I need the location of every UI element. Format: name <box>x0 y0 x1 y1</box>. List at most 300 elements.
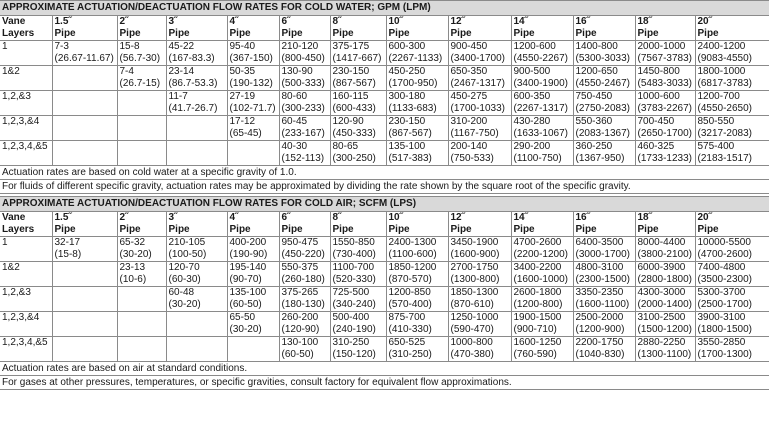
imperial-rate: 460-325 <box>637 141 675 152</box>
metric-rate: (450-333) <box>332 128 376 139</box>
metric-rate: (2083-1367) <box>575 128 630 139</box>
vane-layers-value: 1 <box>2 41 8 52</box>
header-line-1: 6˝ <box>281 16 291 27</box>
header-line-1: 12˝ <box>450 212 465 223</box>
metric-rate: (30-20) <box>229 324 262 335</box>
flow-rate-cell <box>511 237 573 262</box>
metric-rate: (450-220) <box>281 249 325 260</box>
imperial-rate: 2400-1300 <box>388 237 437 248</box>
flow-rate-cell <box>511 312 573 337</box>
imperial-rate: 3450-1900 <box>450 237 499 248</box>
header-line-1: 2˝ <box>119 16 129 27</box>
flow-rate-cell <box>279 262 330 287</box>
vane-layers-cell <box>0 41 52 66</box>
header-line-2: Pipe <box>281 28 303 39</box>
header-line-2: Pipe <box>119 224 141 235</box>
metric-rate: (102-71.7) <box>229 103 276 114</box>
header-line-1: 14˝ <box>513 16 528 27</box>
pipe-size-header <box>227 16 279 41</box>
flow-rate-cell <box>573 91 635 116</box>
flow-rate-cell <box>635 66 695 91</box>
flow-rate-cell <box>166 312 227 337</box>
vane-layers-cell <box>0 66 52 91</box>
imperial-rate: 65-50 <box>229 312 256 323</box>
metric-rate: (2267-1317) <box>513 103 568 114</box>
flow-rate-cell <box>330 337 386 362</box>
imperial-rate: 120-90 <box>332 116 364 127</box>
imperial-rate: 4800-3100 <box>575 262 624 273</box>
flow-rate-cell <box>573 287 635 312</box>
header-line-1: 1.5˝ <box>54 212 72 223</box>
header-line-1: 3˝ <box>168 16 178 27</box>
metric-rate: (4700-2600) <box>697 249 752 260</box>
flow-rate-table <box>0 16 769 166</box>
imperial-rate: 2600-1800 <box>513 287 562 298</box>
flow-rate-cell <box>448 262 511 287</box>
flow-rate-cell <box>117 237 166 262</box>
pipe-size-header <box>117 212 166 237</box>
table-row <box>0 287 769 312</box>
flow-rate-cell <box>166 91 227 116</box>
imperial-rate: 23-13 <box>119 262 146 273</box>
imperial-rate: 80-60 <box>281 91 308 102</box>
imperial-rate: 430-280 <box>513 116 551 127</box>
imperial-rate: 8000-4400 <box>637 237 686 248</box>
table-row <box>0 41 769 66</box>
imperial-rate: 1550-850 <box>332 237 375 248</box>
imperial-rate: 4700-2600 <box>513 237 562 248</box>
metric-rate: (233-167) <box>281 128 325 139</box>
header-line-2: Pipe <box>54 224 76 235</box>
header-line-2: Pipe <box>450 224 472 235</box>
metric-rate: (1600-1000) <box>513 274 568 285</box>
flow-rate-cell <box>448 91 511 116</box>
imperial-rate: 650-350 <box>450 66 488 77</box>
metric-rate: (7567-3783) <box>637 53 692 64</box>
metric-rate: (1367-950) <box>575 153 625 164</box>
metric-rate: (867-567) <box>332 78 376 89</box>
metric-rate: (1167-750) <box>450 128 499 139</box>
metric-rate: (3217-2083) <box>697 128 752 139</box>
flow-rate-cell <box>227 237 279 262</box>
flow-rate-cell <box>279 41 330 66</box>
vane-layers-cell <box>0 141 52 166</box>
flow-rate-cell <box>386 312 448 337</box>
metric-rate: (1633-1067) <box>513 128 568 139</box>
header-line-1: 18˝ <box>637 212 652 223</box>
flow-rate-cell <box>279 66 330 91</box>
header-line-1: 2˝ <box>119 212 129 223</box>
header-line-2: Pipe <box>332 28 354 39</box>
flow-rate-cell <box>573 66 635 91</box>
flow-rate-cell <box>117 116 166 141</box>
flow-rate-cell <box>448 141 511 166</box>
flow-rate-cell <box>448 116 511 141</box>
flow-rate-cell <box>511 116 573 141</box>
flow-rate-cell <box>330 41 386 66</box>
vane-layers-cell <box>0 337 52 362</box>
metric-rate: (86.7-53.3) <box>168 78 218 89</box>
header-line-1: 18˝ <box>637 16 652 27</box>
pipe-size-header <box>511 212 573 237</box>
flow-rate-cell <box>279 287 330 312</box>
table-row <box>0 262 769 287</box>
metric-rate: (4550-2267) <box>513 53 568 64</box>
flow-rate-cell <box>227 287 279 312</box>
metric-rate: (240-190) <box>332 324 376 335</box>
imperial-rate: 40-30 <box>281 141 308 152</box>
header-line-1: 4˝ <box>229 212 239 223</box>
imperial-rate: 700-450 <box>637 116 675 127</box>
pipe-size-header <box>635 212 695 237</box>
imperial-rate: 210-120 <box>281 41 319 52</box>
flow-rate-cell <box>635 91 695 116</box>
section-title: APPROXIMATE ACTUATION/DEACTUATION FLOW RATES FOR COLD WATER; GPM (LPM) <box>0 0 769 16</box>
imperial-rate: 450-275 <box>450 91 488 102</box>
flow-rate-cell <box>448 237 511 262</box>
imperial-rate: 550-375 <box>281 262 319 273</box>
imperial-rate: 375-265 <box>281 287 319 298</box>
flow-rate-cell <box>52 66 117 91</box>
metric-rate: (800-450) <box>281 53 325 64</box>
metric-rate: (1100-600) <box>388 249 437 260</box>
flow-rate-cell <box>573 237 635 262</box>
metric-rate: (10-6) <box>119 274 147 285</box>
flow-rate-cell <box>227 337 279 362</box>
vane-layers-value: 1,2,&3 <box>2 287 31 298</box>
imperial-rate: 130-90 <box>281 66 313 77</box>
imperial-rate: 360-250 <box>575 141 613 152</box>
flow-rate-cell <box>166 141 227 166</box>
metric-rate: (1040-830) <box>575 349 625 360</box>
metric-rate: (26.7-15) <box>119 78 161 89</box>
flow-rate-cell <box>511 141 573 166</box>
flow-rate-cell <box>635 312 695 337</box>
metric-rate: (1700-1300) <box>697 349 752 360</box>
header-line-2: Pipe <box>697 224 719 235</box>
flow-rate-cell <box>386 262 448 287</box>
flow-rate-cell <box>52 287 117 312</box>
flow-rate-cell <box>52 91 117 116</box>
metric-rate: (750-533) <box>450 153 494 164</box>
pipe-size-header <box>573 212 635 237</box>
imperial-rate: 750-450 <box>575 91 613 102</box>
vane-layers-value: 1,2,3,4,&5 <box>2 141 48 152</box>
flow-rate-cell <box>695 141 769 166</box>
flow-rate-cell <box>52 262 117 287</box>
imperial-rate: 230-150 <box>332 66 370 77</box>
imperial-rate: 7400-4800 <box>697 262 746 273</box>
metric-rate: (3400-1700) <box>450 53 505 64</box>
imperial-rate: 850-550 <box>697 116 735 127</box>
metric-rate: (2183-1517) <box>697 153 752 164</box>
flow-rate-cell <box>330 237 386 262</box>
metric-rate: (367-150) <box>229 53 273 64</box>
flow-rate-cell <box>573 141 635 166</box>
metric-rate: (517-383) <box>388 153 432 164</box>
metric-rate: (9083-4550) <box>697 53 752 64</box>
pipe-size-header <box>330 16 386 41</box>
imperial-rate: 95-40 <box>229 41 256 52</box>
vane-layers-value: 1,2,3,&4 <box>2 116 40 127</box>
metric-rate: (2800-1800) <box>637 274 692 285</box>
metric-rate: (410-330) <box>388 324 432 335</box>
flow-rate-cell <box>117 141 166 166</box>
flow-rate-cell <box>695 312 769 337</box>
imperial-rate: 3100-2500 <box>637 312 686 323</box>
flow-rate-cell <box>166 41 227 66</box>
header-line-1: 12˝ <box>450 16 465 27</box>
imperial-rate: 17-12 <box>229 116 256 127</box>
flow-rate-cell <box>117 66 166 91</box>
header-line-2: Pipe <box>697 28 719 39</box>
imperial-rate: 135-100 <box>229 287 267 298</box>
metric-rate: (300-233) <box>281 103 325 114</box>
metric-rate: (1700-950) <box>388 78 438 89</box>
flow-rate-table <box>0 212 769 362</box>
footnote: Actuation rates are based on air at standard conditions. <box>0 362 769 376</box>
pipe-size-header <box>695 212 769 237</box>
metric-rate: (1600-900) <box>450 249 500 260</box>
imperial-rate: 45-22 <box>168 41 195 52</box>
pipe-size-header <box>386 212 448 237</box>
flow-rate-cell <box>386 41 448 66</box>
imperial-rate: 1850-1200 <box>388 262 437 273</box>
flow-rate-cell <box>448 312 511 337</box>
metric-rate: (65-45) <box>229 128 262 139</box>
flow-rate-cell <box>635 262 695 287</box>
flow-rate-cell <box>227 91 279 116</box>
header-line-1: 8˝ <box>332 212 342 223</box>
imperial-rate: 400-200 <box>229 237 267 248</box>
header-line-1: 20˝ <box>697 16 712 27</box>
flow-rate-cell <box>573 116 635 141</box>
header-line-2: Pipe <box>513 28 535 39</box>
imperial-rate: 875-700 <box>388 312 426 323</box>
flow-rate-cell <box>330 116 386 141</box>
imperial-rate: 2200-1750 <box>575 337 624 348</box>
table-row <box>0 312 769 337</box>
header-line-2: Layers <box>2 28 35 39</box>
flow-rate-cell <box>448 66 511 91</box>
metric-rate: (1417-667) <box>332 53 382 64</box>
metric-rate: (760-590) <box>513 349 557 360</box>
imperial-rate: 50-35 <box>229 66 256 77</box>
pipe-size-header <box>330 212 386 237</box>
imperial-rate: 3400-2200 <box>513 262 562 273</box>
metric-rate: (30-20) <box>119 249 152 260</box>
vane-layers-header <box>0 16 52 41</box>
pipe-size-header <box>166 16 227 41</box>
imperial-rate: 310-200 <box>450 116 488 127</box>
metric-rate: (152-113) <box>281 153 325 164</box>
flow-rate-cell <box>279 337 330 362</box>
metric-rate: (167-83.3) <box>168 53 215 64</box>
imperial-rate: 6400-3500 <box>575 237 624 248</box>
flow-rate-cell <box>227 116 279 141</box>
imperial-rate: 1000-800 <box>450 337 493 348</box>
header-line-2: Pipe <box>575 224 597 235</box>
flow-rate-cell <box>330 141 386 166</box>
footnote: For gases at other pressures, temperatures, or specific gravities, consult factory for equivalent flow approximations. <box>0 376 769 390</box>
flow-rate-cell <box>166 66 227 91</box>
flow-rate-cell <box>448 287 511 312</box>
flow-rate-cell <box>386 66 448 91</box>
flow-rate-cell <box>279 237 330 262</box>
flow-rate-cell <box>386 337 448 362</box>
vane-layers-value: 1 <box>2 237 8 248</box>
table-row <box>0 337 769 362</box>
imperial-rate: 2880-2250 <box>637 337 686 348</box>
imperial-rate: 2700-1750 <box>450 262 499 273</box>
imperial-rate: 310-250 <box>332 337 370 348</box>
metric-rate: (1200-800) <box>513 299 563 310</box>
header-line-2: Pipe <box>388 224 410 235</box>
table-row <box>0 91 769 116</box>
metric-rate: (600-433) <box>332 103 376 114</box>
flow-rate-cell <box>511 66 573 91</box>
flow-rate-cell <box>52 41 117 66</box>
imperial-rate: 10000-5500 <box>697 237 751 248</box>
table-row <box>0 141 769 166</box>
metric-rate: (500-333) <box>281 78 325 89</box>
flow-rate-cell <box>227 312 279 337</box>
imperial-rate: 195-140 <box>229 262 267 273</box>
vane-layers-header <box>0 212 52 237</box>
pipe-size-header <box>386 16 448 41</box>
cold-water-section <box>0 0 769 194</box>
vane-layers-value: 1,2,3,&4 <box>2 312 40 323</box>
pipe-size-header <box>573 16 635 41</box>
header-line-2: Layers <box>2 224 35 235</box>
metric-rate: (3400-1900) <box>513 78 568 89</box>
metric-rate: (4550-2467) <box>575 78 630 89</box>
metric-rate: (3000-1700) <box>575 249 630 260</box>
imperial-rate: 900-450 <box>450 41 488 52</box>
metric-rate: (5300-3033) <box>575 53 630 64</box>
flow-rate-cell <box>166 337 227 362</box>
flow-rate-cell <box>511 337 573 362</box>
pipe-size-header <box>448 212 511 237</box>
metric-rate: (1600-1100) <box>575 299 630 310</box>
flow-rate-cell <box>511 262 573 287</box>
imperial-rate: 80-65 <box>332 141 359 152</box>
flow-rate-cell <box>695 41 769 66</box>
flow-rate-cell <box>635 116 695 141</box>
flow-rate-cell <box>52 312 117 337</box>
header-line-2: Pipe <box>229 28 251 39</box>
imperial-rate: 290-200 <box>513 141 551 152</box>
imperial-rate: 725-500 <box>332 287 370 298</box>
header-line-1: 4˝ <box>229 16 239 27</box>
metric-rate: (1200-900) <box>575 324 625 335</box>
metric-rate: (1800-1500) <box>697 324 752 335</box>
header-line-2: Pipe <box>637 224 659 235</box>
imperial-rate: 135-100 <box>388 141 426 152</box>
flow-rate-cell <box>635 337 695 362</box>
pipe-size-header <box>117 16 166 41</box>
imperial-rate: 1200-850 <box>388 287 431 298</box>
vane-layers-value: 1&2 <box>2 66 20 77</box>
header-line-2: Pipe <box>388 28 410 39</box>
header-line-1: 16˝ <box>575 16 590 27</box>
metric-rate: (900-710) <box>513 324 557 335</box>
metric-rate: (590-470) <box>450 324 494 335</box>
imperial-rate: 1450-800 <box>637 66 680 77</box>
imperial-rate: 1200-600 <box>513 41 556 52</box>
imperial-rate: 7-4 <box>119 66 134 77</box>
flow-rate-cell <box>279 91 330 116</box>
metric-rate: (2300-1500) <box>575 274 630 285</box>
imperial-rate: 375-175 <box>332 41 370 52</box>
imperial-rate: 575-400 <box>697 141 735 152</box>
metric-rate: (520-330) <box>332 274 376 285</box>
imperial-rate: 2000-1000 <box>637 41 686 52</box>
flow-rate-cell <box>695 91 769 116</box>
header-line-2: Pipe <box>575 28 597 39</box>
imperial-rate: 1900-1500 <box>513 312 562 323</box>
metric-rate: (3783-2267) <box>637 103 692 114</box>
flow-rate-cell <box>117 337 166 362</box>
metric-rate: (2200-1200) <box>513 249 568 260</box>
header-line-2: Pipe <box>281 224 303 235</box>
metric-rate: (2500-1700) <box>697 299 752 310</box>
flow-rate-cell <box>330 287 386 312</box>
metric-rate: (3800-2100) <box>637 249 692 260</box>
header-row <box>0 212 769 237</box>
header-line-1: Vane <box>2 212 26 223</box>
header-line-1: 16˝ <box>575 212 590 223</box>
imperial-rate: 230-150 <box>388 116 426 127</box>
flow-rate-cell <box>695 337 769 362</box>
imperial-rate: 3350-2350 <box>575 287 624 298</box>
metric-rate: (2750-2083) <box>575 103 630 114</box>
header-line-2: Pipe <box>450 28 472 39</box>
flow-rate-cell <box>227 262 279 287</box>
imperial-rate: 950-475 <box>281 237 319 248</box>
imperial-rate: 450-250 <box>388 66 426 77</box>
imperial-rate: 200-140 <box>450 141 488 152</box>
metric-rate: (340-240) <box>332 299 376 310</box>
cold-air-section <box>0 196 769 390</box>
metric-rate: (15-8) <box>54 249 82 260</box>
header-line-1: 20˝ <box>697 212 712 223</box>
flow-rate-cell <box>386 237 448 262</box>
vane-layers-cell <box>0 287 52 312</box>
metric-rate: (300-250) <box>332 153 376 164</box>
imperial-rate: 4300-3000 <box>637 287 686 298</box>
imperial-rate: 550-360 <box>575 116 613 127</box>
table-row <box>0 116 769 141</box>
header-line-1: 1.5˝ <box>54 16 72 27</box>
footnote: For fluids of different specific gravity, actuation rates may be approximated by dividing the rate shown by the square root of the specific gravity. <box>0 180 769 194</box>
imperial-rate: 600-350 <box>513 91 551 102</box>
imperial-rate: 27-19 <box>229 91 256 102</box>
flow-rate-cell <box>279 141 330 166</box>
metric-rate: (41.7-26.7) <box>168 103 218 114</box>
metric-rate: (100-50) <box>168 249 207 260</box>
imperial-rate: 120-70 <box>168 262 200 273</box>
header-line-1: 14˝ <box>513 212 528 223</box>
flow-rate-cell <box>166 287 227 312</box>
pipe-size-header <box>279 212 330 237</box>
vane-layers-value: 1&2 <box>2 262 20 273</box>
metric-rate: (6817-3783) <box>697 78 752 89</box>
header-line-1: 8˝ <box>332 16 342 27</box>
flow-rate-cell <box>227 66 279 91</box>
flow-rate-cell <box>695 237 769 262</box>
metric-rate: (120-90) <box>281 324 320 335</box>
